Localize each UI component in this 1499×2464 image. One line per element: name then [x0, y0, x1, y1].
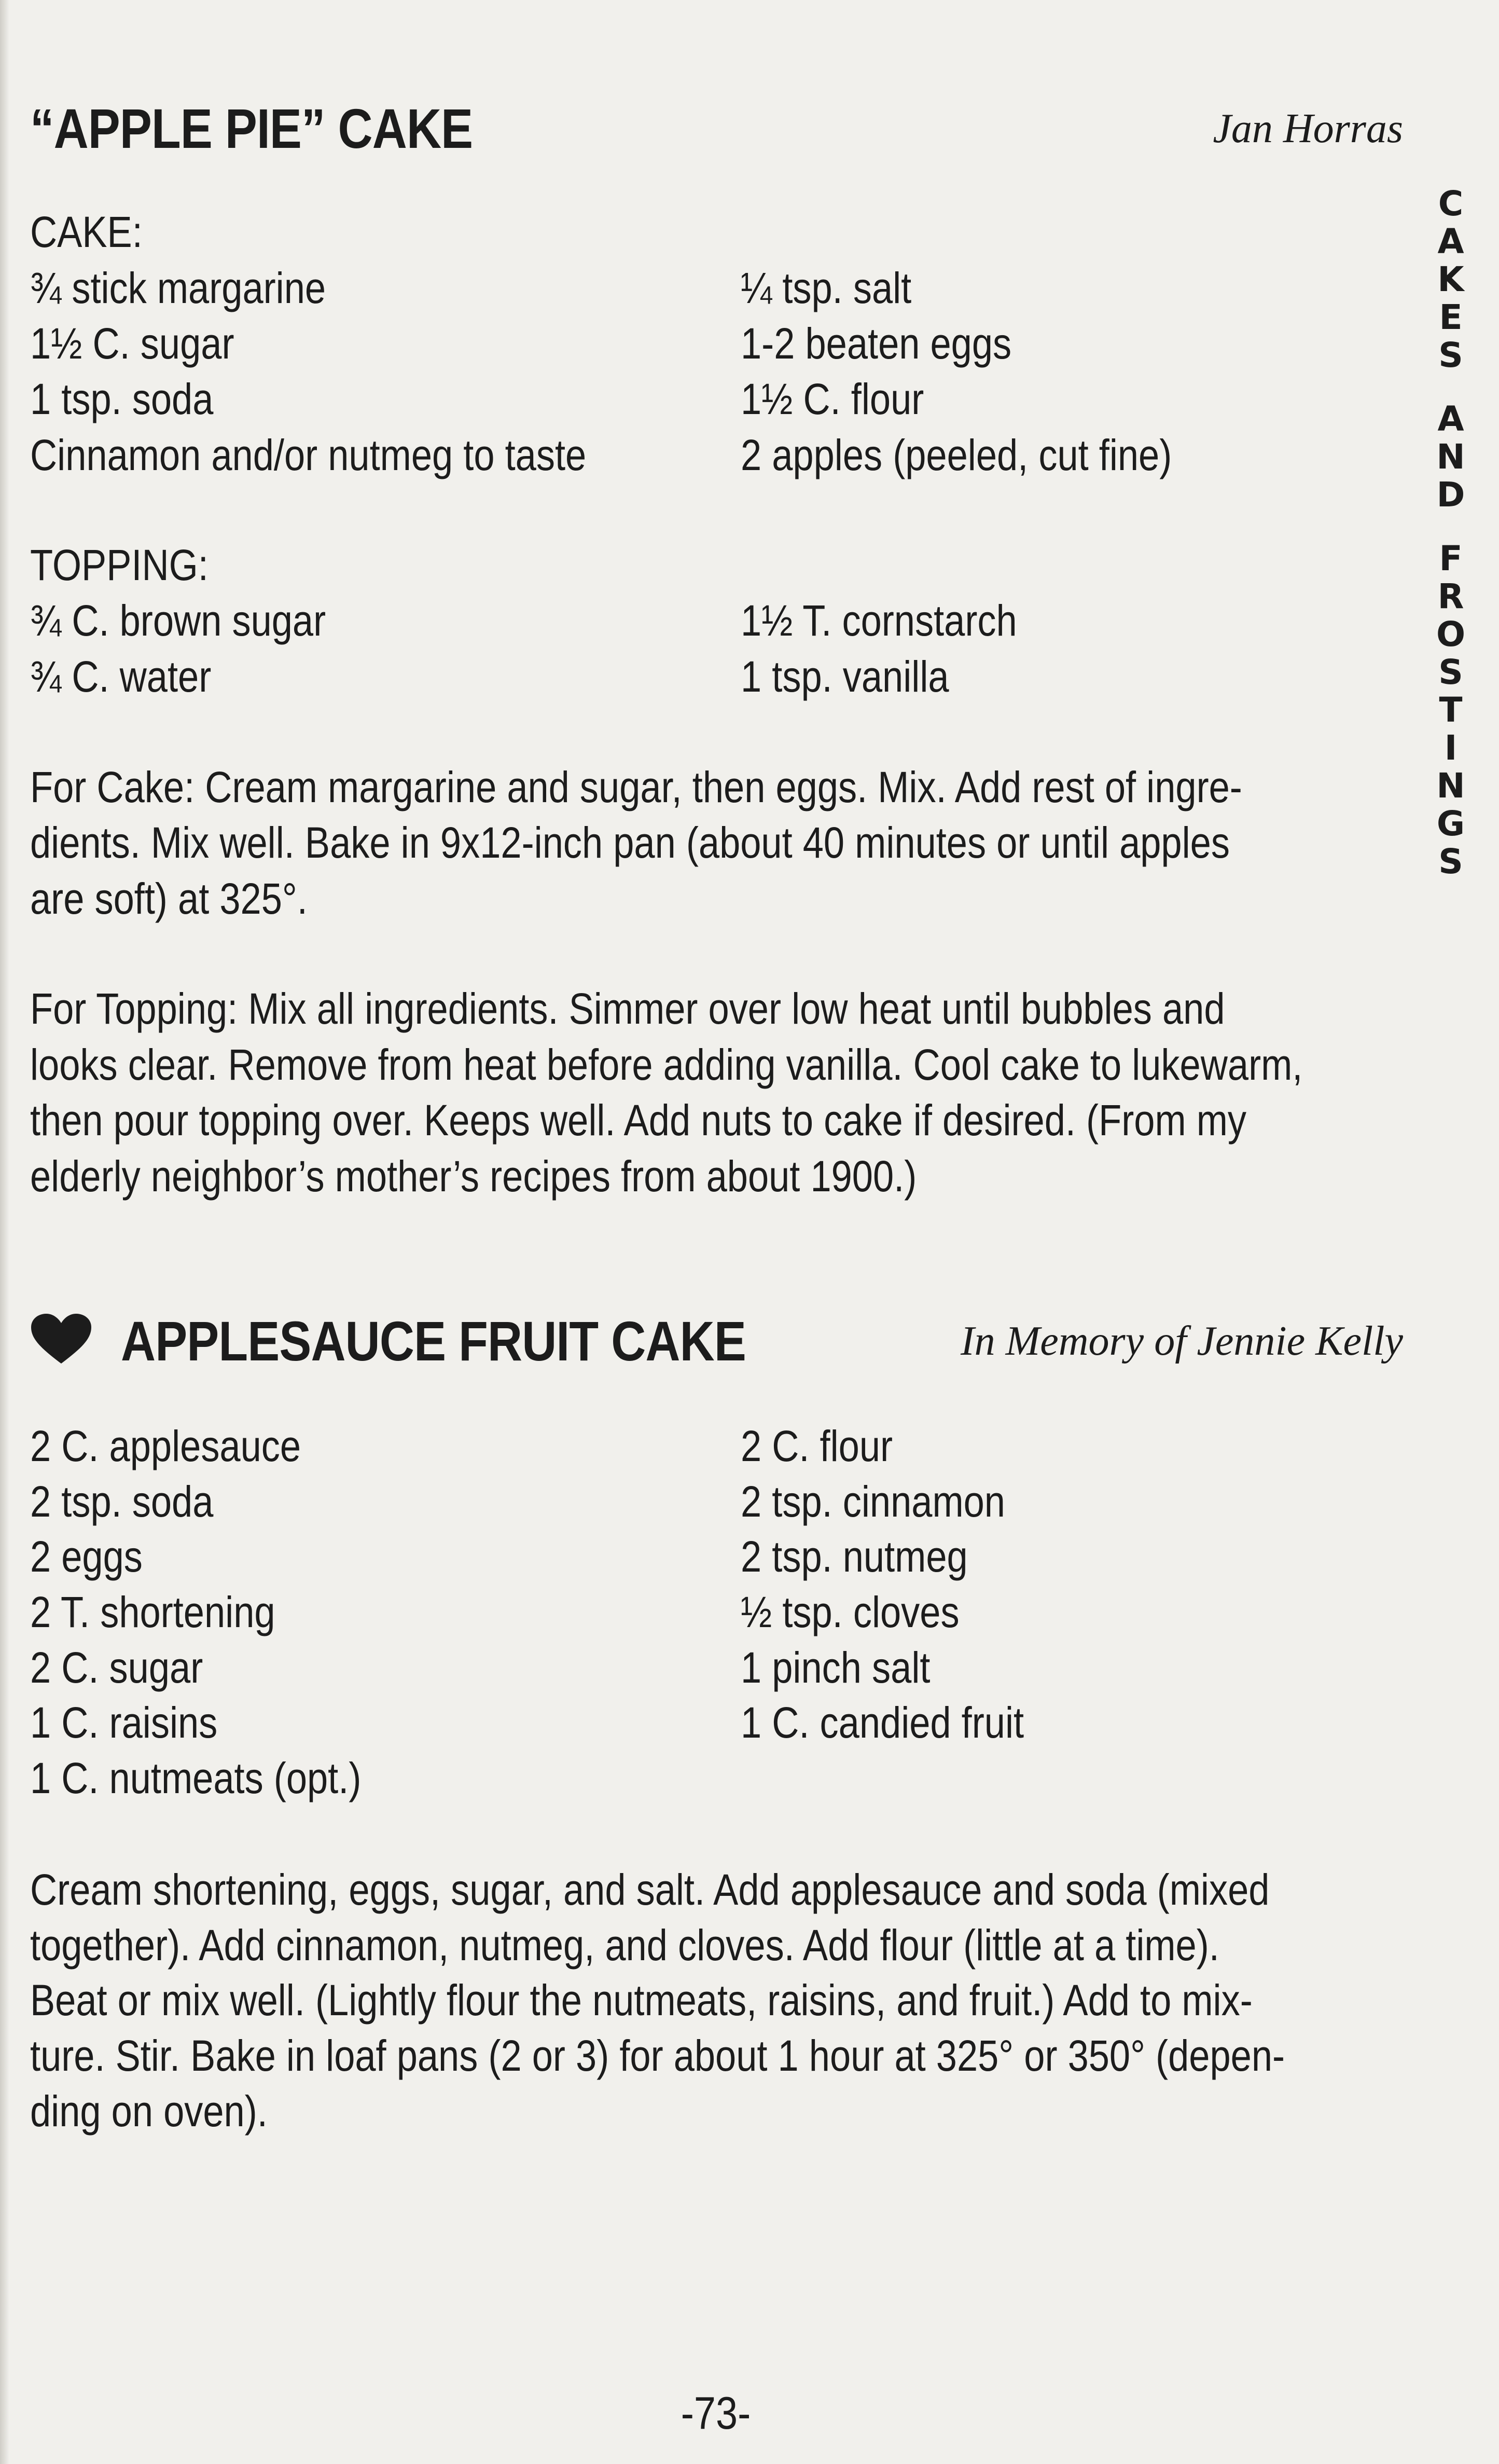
direction-line: elderly neighbor’s mother’s recipes from about 1900.) [30, 1152, 917, 1201]
ingredient: ¾ C. water [30, 652, 212, 701]
side-tab-letter: I [1444, 728, 1458, 768]
side-tab-letter: K [1437, 259, 1464, 299]
ingredient: 1 tsp. vanilla [741, 652, 949, 701]
direction-line: ture. Stir. Bake in loaf pans (2 or 3) for about 1 hour at 325° or 350° (depen- [30, 2031, 1285, 2080]
ingredient: 1½ C. sugar [30, 319, 234, 368]
ingredient: 2 eggs [30, 1532, 143, 1581]
recipe1-cake-heading: CAKE: [30, 208, 143, 256]
ingredient: 2 apples (peeled, cut fine) [741, 431, 1172, 479]
side-tab-letter: N [1436, 437, 1465, 477]
recipe1-author: Jan Horras [1213, 106, 1403, 152]
direction-line: dients. Mix well. Bake in 9x12-inch pan (about 40 minutes or until apples [30, 818, 1230, 867]
ingredient: 1-2 beaten eggs [741, 319, 1012, 368]
page-number: -73- [681, 2387, 751, 2439]
ingredient: 1 tsp. soda [30, 375, 214, 423]
direction-line: looks clear. Remove from heat before adding vanilla. Cool cake to lukewarm, [30, 1040, 1303, 1089]
direction-line: are soft) at 325°. [30, 874, 308, 923]
recipe2-header [30, 1309, 1403, 1371]
direction-line: then pour topping over. Keeps well. Add nuts to cake if desired. (From my [30, 1096, 1247, 1145]
direction-line: For Cake: Cream margarine and sugar, then eggs. Mix. Add rest of ingre- [30, 763, 1242, 811]
ingredient: ½ tsp. cloves [741, 1588, 960, 1636]
side-tab-gap [1427, 516, 1474, 542]
ingredient: ¼ tsp. salt [741, 264, 912, 312]
side-tab-word [1427, 399, 1474, 516]
ingredient: 1½ C. flour [741, 375, 924, 423]
side-tab-letter: S [1438, 652, 1463, 692]
ingredient: 1 C. nutmeats (opt.) [30, 1754, 362, 1802]
side-tab-letter: E [1439, 297, 1463, 337]
direction-line: Beat or mix well. (Lightly flour the nutmeats, raisins, and fruit.) Add to mix- [30, 1976, 1253, 2025]
direction-line: together). Add cinnamon, nutmeg, and cloves. Add flour (little at a time). [30, 1921, 1219, 1970]
recipe2-author: In Memory of Jennie Kelly [960, 1318, 1403, 1364]
ingredient: 1 C. raisins [30, 1698, 218, 1747]
direction-line: Cream shortening, eggs, sugar, and salt. Add applesauce and soda (mixed [30, 1865, 1270, 1914]
ingredient: 1½ T. cornstarch [741, 596, 1017, 645]
side-tab-letter: S [1438, 842, 1463, 882]
side-tab-letter: S [1438, 335, 1463, 375]
direction-line: For Topping: Mix all ingredients. Simmer over low heat until bubbles and [30, 984, 1225, 1033]
recipe2-title: APPLESAUCE FRUIT CAKE [121, 1310, 746, 1372]
side-tab-word [1427, 184, 1474, 376]
ingredient: 1 C. candied fruit [741, 1698, 1024, 1747]
ingredient: 2 tsp. cinnamon [741, 1477, 1005, 1526]
ingredient: 2 tsp. soda [30, 1477, 214, 1526]
ingredient: 2 C. flour [741, 1422, 893, 1470]
recipe1-title: “APPLE PIE” CAKE [30, 97, 473, 160]
ingredient: 2 C. applesauce [30, 1422, 301, 1470]
side-tab-letter: D [1436, 475, 1465, 515]
side-tab-letter: G [1436, 804, 1465, 844]
ingredient: 2 T. shortening [30, 1588, 275, 1636]
side-tab-letter: N [1436, 766, 1465, 806]
direction-line: ding on oven). [30, 2087, 268, 2136]
side-tab-letter: A [1437, 222, 1464, 261]
ingredient: 1 pinch salt [741, 1643, 931, 1692]
section-side-tab [1427, 184, 1474, 883]
side-tab-gap [1427, 376, 1474, 402]
recipe1-topping-heading: TOPPING: [30, 541, 209, 589]
side-tab-letter: R [1437, 576, 1464, 616]
side-tab-letter: A [1437, 399, 1464, 439]
side-tab-letter: C [1438, 184, 1464, 224]
ingredient: Cinnamon and/or nutmeg to taste [30, 431, 587, 479]
page-gutter-shadow [0, 0, 9, 2464]
heart-icon [30, 1314, 92, 1366]
side-tab-letter: T [1439, 690, 1463, 730]
ingredient: ¾ C. brown sugar [30, 596, 326, 645]
ingredient: ¾ stick margarine [30, 264, 326, 312]
ingredient: 2 tsp. nutmeg [741, 1532, 968, 1581]
recipe1-header [30, 96, 1403, 158]
side-tab-letter: O [1436, 614, 1466, 654]
side-tab-letter: F [1439, 539, 1463, 579]
ingredient: 2 C. sugar [30, 1643, 203, 1692]
side-tab-word [1427, 539, 1474, 883]
